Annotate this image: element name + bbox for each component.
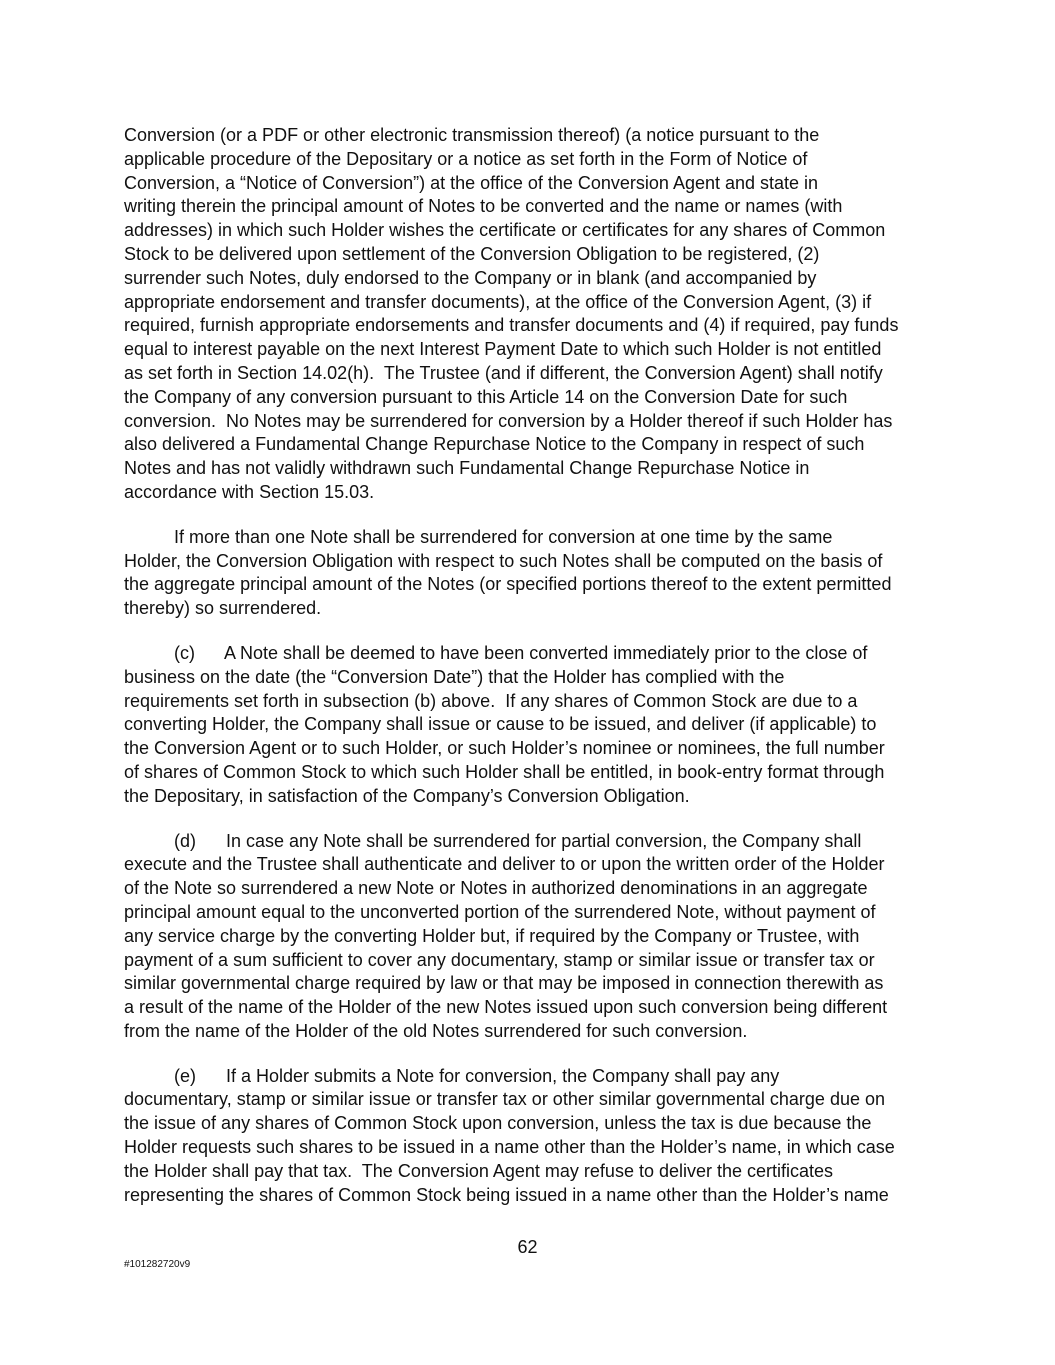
text-line: of the Note so surrendered a new Note or Notes in authorized denominations in an aggregate [124, 878, 868, 899]
text-line: surrender such Notes, duly endorsed to the Company or in blank (and accompanied by [124, 267, 817, 288]
text-line: If more than one Note shall be surrendered for conversion at one time by the same [124, 526, 833, 547]
text-line: Conversion (or a PDF or other electronic transmission thereof) (a notice pursuant to the [124, 125, 820, 145]
text-line: as set forth in Section 14.02(h). The Trustee (and if different, the Conversion Agent) shall notify [124, 362, 883, 383]
text-line: of shares of Common Stock to which such Holder shall be entitled, in book-entry format through [124, 761, 885, 782]
text-line: writing therein the principal amount of Notes to be converted and the name or names (with [124, 196, 843, 217]
text-line: a result of the name of the Holder of the new Notes issued upon such conversion being different [124, 997, 888, 1018]
text-line: representing the shares of Common Stock being issued in a name other than the Holder’s name [124, 1184, 889, 1205]
text-line: Stock to be delivered upon settlement of the Conversion Obligation to be registered, (2) [124, 243, 820, 264]
paragraph [124, 830, 934, 1044]
text-line: the Holder shall pay that tax. The Conversion Agent may refuse to deliver the certificates [124, 1160, 834, 1181]
text-line: documentary, stamp or similar issue or transfer tax or other similar governmental charge due on [124, 1089, 885, 1110]
paragraph [124, 526, 934, 621]
text-line: addresses) in which such Holder wishes the certificate or certificates for any shares of Common [124, 220, 886, 241]
text-line: (c) A Note shall be deemed to have been converted immediately prior to the close of [124, 642, 868, 663]
text-line: Notes and has not validly withdrawn such Fundamental Change Repurchase Notice in [124, 458, 810, 479]
text-line: from the name of the Holder of the old Notes surrendered for such conversion. [124, 1020, 748, 1041]
text-line: thereby) so surrendered. [124, 598, 322, 619]
text-line: appropriate endorsement and transfer documents), at the office of the Conversion Agent, (3) if [124, 291, 872, 312]
text-line: similar governmental charge required by law or that may be imposed in connection therewith as [124, 973, 884, 994]
page-number: 62 [517, 1237, 538, 1257]
text-line: Conversion, a “Notice of Conversion”) at the office of the Conversion Agent and state in [124, 172, 819, 193]
text-line: Holder requests such shares to be issued in a name other than the Holder’s name, in which case [124, 1137, 895, 1158]
text-line: execute and the Trustee shall authenticate and deliver to or upon the written order of the Holder [124, 854, 885, 875]
text-line: accordance with Section 15.03. [124, 481, 375, 502]
text-line: the aggregate principal amount of the Notes (or specified portions thereof to the extent permitted [124, 574, 892, 595]
paragraph [124, 1065, 934, 1208]
text-line: business on the date (the “Conversion Date”) that the Holder has complied with the [124, 666, 785, 687]
text-line: (e) If a Holder submits a Note for conversion, the Company shall pay any [124, 1065, 780, 1086]
text-line: conversion. No Notes may be surrendered for conversion by a Holder thereof if such Holder has [124, 410, 893, 431]
text-line: payment of a sum sufficient to cover any documentary, stamp or similar issue or transfer tax or [124, 949, 875, 970]
text-line: equal to interest payable on the next Interest Payment Date to which such Holder is not entitled [124, 339, 882, 360]
text-line: the Depositary, in satisfaction of the Company’s Conversion Obligation. [124, 785, 690, 806]
text-line: Holder, the Conversion Obligation with respect to such Notes shall be computed on the basis of [124, 550, 883, 571]
document-id: #101282720v9 [124, 1259, 191, 1270]
document-body [124, 124, 934, 1228]
text-line: required, furnish appropriate endorsements and transfer documents and (4) if required, pay funds [124, 315, 899, 336]
text-line: principal amount equal to the unconverted portion of the surrendered Note, without payment of [124, 901, 876, 922]
paragraph [124, 124, 934, 505]
text-line: applicable procedure of the Depositary or a notice as set forth in the Form of Notice of [124, 148, 808, 169]
text-line: converting Holder, the Company shall issue or cause to be issued, and deliver (if applicable) to [124, 714, 877, 735]
text-line: requirements set forth in subsection (b) above. If any shares of Common Stock are due to a [124, 690, 858, 711]
text-line: (d) In case any Note shall be surrendered for partial conversion, the Company shall [124, 830, 862, 851]
text-line: the Conversion Agent or to such Holder, or such Holder’s nominee or nominees, the full number [124, 738, 885, 759]
paragraph [124, 642, 934, 809]
text-line: the issue of any shares of Common Stock upon conversion, unless the tax is due because the [124, 1113, 872, 1134]
text-line: also delivered a Fundamental Change Repurchase Notice to the Company in respect of such [124, 434, 865, 455]
text-line: the Company of any conversion pursuant to this Article 14 on the Conversion Date for such [124, 386, 848, 407]
text-line: any service charge by the converting Holder but, if required by the Company or Trustee, with [124, 925, 860, 946]
